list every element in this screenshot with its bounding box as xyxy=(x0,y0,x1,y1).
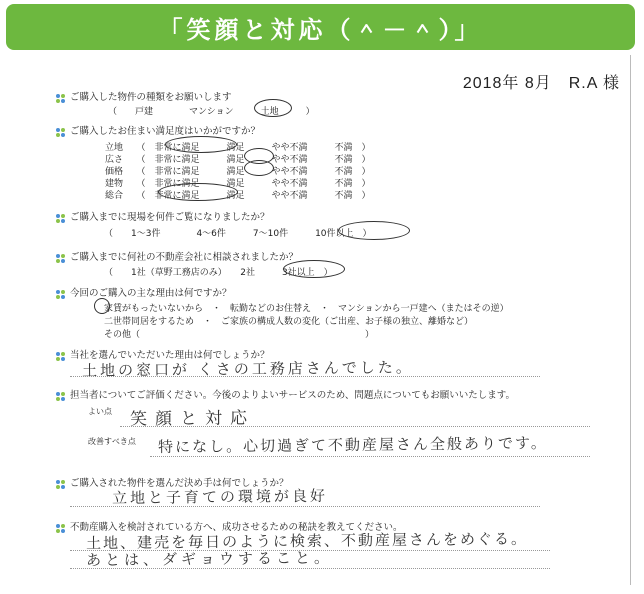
q2-text: ご購入したお住まい満足度はいかがですか？ xyxy=(70,126,261,137)
q5-line-1: 家賃がもったいないから ・ 転勤などのお住替え ・ マンションから一戸建へ（またはその逆） xyxy=(104,304,509,314)
bullet-icon xyxy=(56,392,66,402)
answer-line xyxy=(120,426,590,427)
q6-answer: 土地の窓口が くさの工務店さんでした。 xyxy=(81,358,414,380)
q2-row-5: 総合 （ 非常に満足 満足 やや不満 不満 ） xyxy=(105,191,371,201)
answer-circle xyxy=(244,160,274,176)
bullet-icon xyxy=(56,128,66,138)
q8-text: ご購入された物件を選んだ決め手は何でしょうか？ xyxy=(70,478,289,489)
bullet-icon xyxy=(56,214,66,224)
answer-line xyxy=(70,568,550,569)
q3-options: （ 1～3件 4～6件 7～10件 10件以上 ） xyxy=(104,229,372,239)
bullet-icon xyxy=(56,352,66,362)
good-point-answer: 笑顔と対応 xyxy=(129,408,256,430)
answer-check xyxy=(94,298,110,314)
q9-answer-line-2: あとは、ダギョウすること。 xyxy=(85,548,334,570)
q1-text: ご購入した物件の種類をお願いします xyxy=(70,92,232,103)
good-point-label: よい点 xyxy=(88,407,112,416)
q2-question xyxy=(70,126,260,138)
q5-text: 今回のご購入の主な理由は何ですか？ xyxy=(70,288,232,299)
q2-row-4: 建物 （ 非常に満足 満足 やや不満 不満 ） xyxy=(105,179,371,189)
answer-circle xyxy=(254,99,292,117)
q2-row-2: 広さ （ 非常に満足 満足 やや不満 不満 ） xyxy=(105,155,371,165)
date-customer: 2018年 8月 R.A 様 xyxy=(462,75,620,92)
bullet-icon xyxy=(56,524,66,534)
answer-circle xyxy=(165,136,237,153)
q1-question xyxy=(70,92,232,104)
answer-line xyxy=(150,456,590,457)
q8-answer: 立地と子育ての環境が良好 xyxy=(111,486,329,508)
page-title: 「笑顔と対応（＾－＾）」 xyxy=(158,15,483,44)
bullet-icon xyxy=(56,254,66,264)
q1-options: （ 戸建 マンション 土地 ） xyxy=(108,107,315,117)
q3-text: ご購入までに現場を何件ご覧になりましたか？ xyxy=(70,212,270,223)
q4-question xyxy=(70,252,298,264)
improve-point-answer: 特になし。心切過ぎて不動産屋さん全般ありです。 xyxy=(157,433,548,457)
q5-line-2: 二世帯同居をするため ・ ご家族の構成人数の変化（ご出産、お子様の独立、離婚など） xyxy=(104,317,474,327)
q9-text: 不動産購入を検討されている方へ、成功させるための秘訣を教えてください。 xyxy=(70,522,403,533)
q7-question xyxy=(70,390,515,402)
answer-line xyxy=(70,506,540,507)
q7-text: 担当者についてご評価ください。今後のよりよいサービスのため、問題点についてもお願いいたします。 xyxy=(70,390,515,401)
answer-circle xyxy=(338,221,410,240)
q4-text: ご購入までに何社の不動産会社に相談されましたか？ xyxy=(70,252,299,263)
q6-text: 当社を選んでいただいた理由は何でしょうか？ xyxy=(70,350,270,361)
title-banner xyxy=(6,4,635,50)
bullet-icon xyxy=(56,480,66,490)
q5-line-3: その他（ ） xyxy=(104,330,375,340)
answer-line xyxy=(70,376,540,377)
q3-question xyxy=(70,212,270,224)
bullet-icon xyxy=(56,94,66,104)
q2-row-1: 立地 （ 非常に満足 満足 やや不満 不満 ） xyxy=(105,143,371,153)
q5-question xyxy=(70,288,232,300)
answer-circle xyxy=(283,260,345,278)
answer-circle xyxy=(158,183,238,201)
right-border xyxy=(630,55,631,585)
q2-row-3: 価格 （ 非常に満足 満足 やや不満 不満 ） xyxy=(105,167,371,177)
q4-options: （ 1社（草野工務店のみ） 2社 3社以上 ） xyxy=(104,268,333,278)
bullet-icon xyxy=(56,290,66,300)
improve-point-label: 改善すべき点 xyxy=(88,437,136,446)
q9-answer-line-1: 土地、建売を毎日のように検索、不動産屋さんをめぐる。 xyxy=(85,529,529,553)
